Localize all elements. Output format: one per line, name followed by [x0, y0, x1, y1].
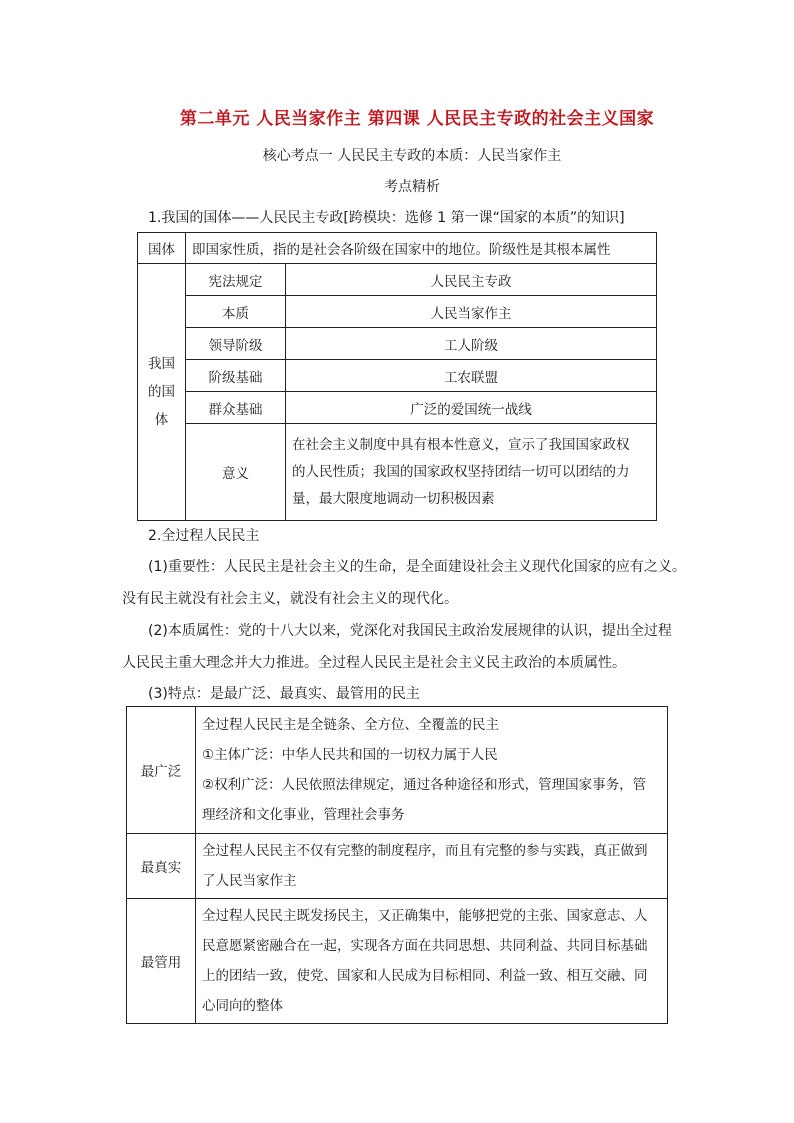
- row-value: 人民民主专政: [286, 264, 657, 296]
- group-label-line: 体: [154, 412, 169, 428]
- group-label-line: 我国: [148, 356, 175, 372]
- page-title: 第二单元 人民当家作主 第四课 人民民主专政的社会主义国家: [179, 109, 655, 129]
- feature-line: 全过程人民民主既发扬民主，又正确集中，能够把党的主张、国家意志、人: [202, 908, 648, 924]
- row-label: 阶级基础: [186, 360, 286, 392]
- table-row: [138, 328, 657, 360]
- group-label: [138, 264, 186, 521]
- row-value: 工农联盟: [286, 360, 657, 392]
- feature-line: ②权利广泛：人民依照法律规定，通过各种途径和形式，管理国家事务，管: [202, 777, 647, 793]
- national-system-table: [137, 232, 657, 521]
- row-label: 群众基础: [186, 392, 286, 424]
- table-row: [138, 264, 657, 296]
- row-label: 本质: [186, 296, 286, 328]
- feature-line: 了人民当家作主: [202, 873, 297, 889]
- section2-heading: 2.全过程人民民主: [148, 528, 260, 544]
- table-header-text: 即国家性质，指的是社会各阶级在国家中的地位。阶级性是其根本属性: [186, 233, 657, 264]
- feature-line: ①主体广泛：中华人民共和国的一切权力属于人民: [202, 747, 498, 763]
- feature-line: 心同向的整体: [202, 998, 283, 1014]
- meaning-text: [286, 424, 657, 521]
- row-label: 宪法规定: [186, 264, 286, 296]
- feature-line: 全过程人民民主是全链条、全方位、全覆盖的民主: [202, 717, 499, 733]
- row-value: 人民当家作主: [286, 296, 657, 328]
- row-value: 广泛的爱国统一战线: [286, 392, 657, 424]
- section-label: 考点精析: [384, 179, 440, 195]
- table-row: [138, 296, 657, 328]
- table-row: [127, 834, 668, 899]
- row-label: 领导阶级: [186, 328, 286, 360]
- table-row: [138, 233, 657, 264]
- row-value: 工人阶级: [286, 328, 657, 360]
- paragraph-essence: (2)本质属性：党的十八大以来，党深化对我国民主政治发展规律的认识，提出全过程: [148, 623, 672, 639]
- feature-line: 民意愿紧密融合在一起，实现各方面在共同思想、共同利益、共同目标基础: [202, 938, 648, 954]
- features-table: [126, 706, 668, 1024]
- meaning-label: 意义: [186, 424, 286, 521]
- feature-label: 最广泛: [127, 707, 196, 834]
- paragraph-importance: (1)重要性：人民民主是社会主义的生命，是全面建设社会主义现代化国家的应有之义。: [148, 559, 686, 575]
- meaning-line: 在社会主义制度中具有根本性意义，宣示了我国国家政权: [292, 436, 630, 453]
- feature-line: 上的团结一致，使党、国家和人民成为目标相同、利益一致、相互交融、同: [202, 968, 648, 984]
- feature-text: [196, 834, 668, 899]
- feature-label: 最管用: [127, 899, 196, 1024]
- table-row: [138, 424, 657, 521]
- table-header-label: 国体: [138, 233, 186, 264]
- feature-text: [196, 899, 668, 1024]
- paragraph-importance-cont: 没有民主就没有社会主义，就没有社会主义的现代化。: [122, 591, 458, 607]
- feature-line: 全过程人民民主不仅有完整的制度程序，而且有完整的参与实践，真正做到: [202, 843, 648, 859]
- table-row: [138, 392, 657, 424]
- feature-text: [196, 707, 668, 834]
- table-row: [127, 899, 668, 1024]
- feature-line: 理经济和文化事业，管理社会事务: [202, 807, 405, 823]
- feature-label: 最真实: [127, 834, 196, 899]
- table-row: [127, 707, 668, 834]
- table-row: [138, 360, 657, 392]
- meaning-line: 的人民性质；我国的国家政权坚持团结一切可以团结的力: [292, 463, 630, 480]
- group-label-line: 的国: [148, 384, 175, 400]
- paragraph-essence-cont: 人民民主重大理念并大力推进。全过程人民民主是社会主义民主政治的本质属性。: [122, 655, 626, 671]
- meaning-line: 量，最大限度地调动一切积极因素: [292, 490, 495, 507]
- paragraph-features: (3)特点：是最广泛、最真实、最管用的民主: [148, 686, 420, 702]
- section1-lead: 1.我国的国体——人民民主专政[跨模块：选修 1 第一课“国家的本质”的知识]: [148, 210, 625, 226]
- core-point-heading: 核心考点一 人民民主专政的本质：人民当家作主: [262, 148, 562, 164]
